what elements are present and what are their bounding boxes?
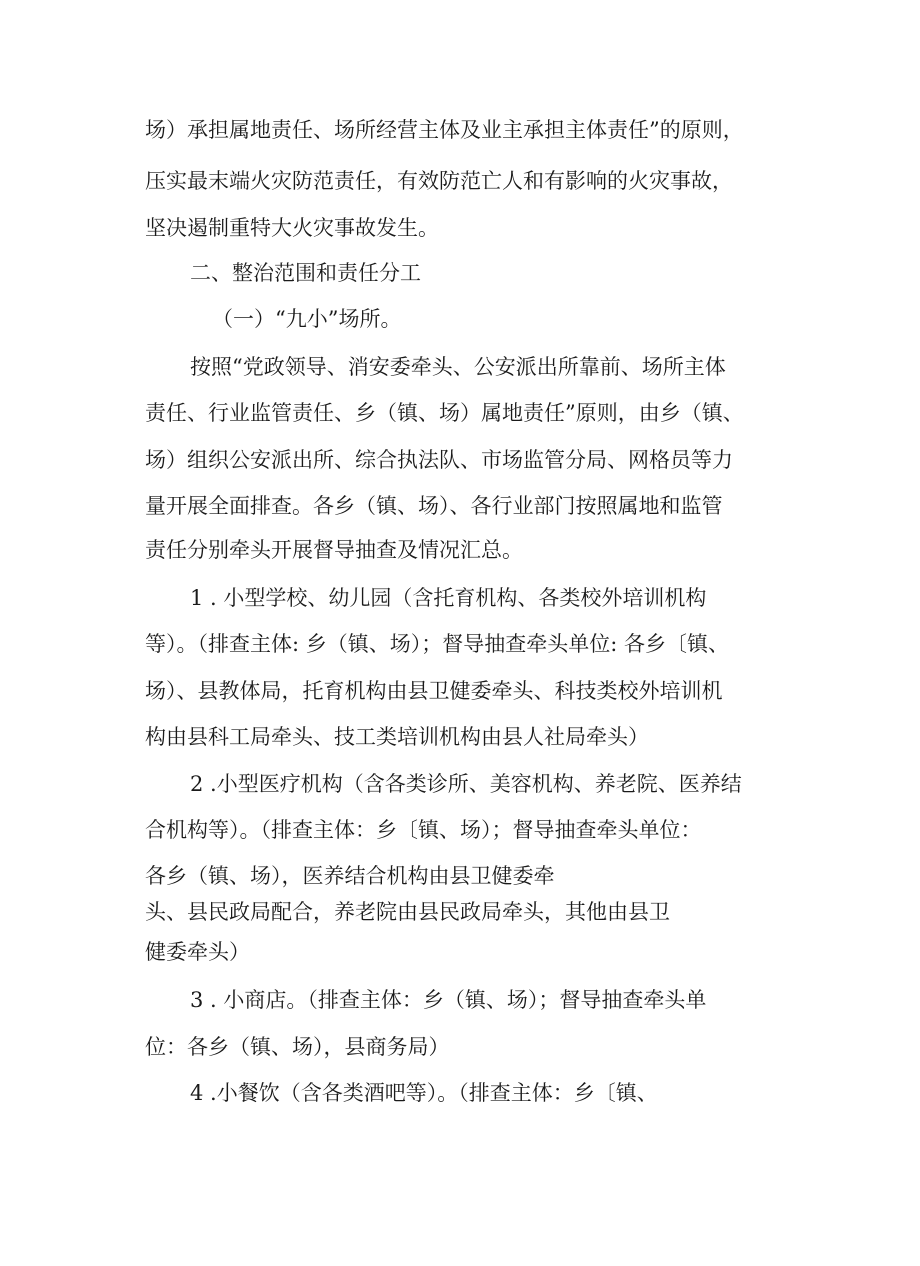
text-line: 各乡（镇、场），医养结合机构由县卫健委牵: [145, 864, 555, 888]
text-line: 场）承担属地责任、场所经营主体及业主承担主体责任”的原则，: [145, 118, 744, 142]
text-line: 责任、行业监管责任、乡（镇、场）属地责任”原则，由乡（镇、: [145, 401, 744, 425]
list-item: 1 . 小型学校、幼儿园（含托育机构、各类校外培训机构: [190, 586, 707, 610]
text-line: 合机构等）。（排查主体：乡〔镇、场）；督导抽查牵头单位：: [145, 818, 702, 842]
list-item: 2 .小型医疗机构（含各类诊所、美容机构、养老院、医养结: [190, 772, 742, 796]
text-line: 位：各乡（镇、场），县商务局）: [145, 1035, 450, 1059]
text-line: 场）、县教体局，托育机构由县卫健委牵头、科技类校外培训机: [145, 679, 723, 703]
text-line: 压实最末端火灾防范责任，有效防范亡人和有影响的火灾事故，: [145, 169, 733, 193]
text-line: 量开展全面排查。各乡（镇、场）、各行业部门按照属地和监管: [145, 494, 723, 518]
subsection-heading: （一）“九小”场所。: [212, 307, 402, 331]
text-line: 等）。（排查主体: 乡（镇、场）；督导抽查牵头单位: 各乡〔镇、: [145, 632, 729, 656]
section-heading: 二、整治范围和责任分工: [190, 261, 421, 285]
list-item: 4 .小餐饮（含各类酒吧等）。（排查主体：乡〔镇、: [190, 1081, 658, 1105]
text-line: 责任分别牵头开展督导抽查及情况汇总。: [145, 538, 523, 562]
text-line: 健委牵头）: [145, 940, 250, 964]
text-line: 场）组织公安派出所、综合执法队、市场监管分局、网格员等力: [145, 448, 733, 472]
text-line: 坚决遏制重特大火灾事故发生。: [145, 216, 439, 240]
text-line: 构由县科工局牵头、技工类培训机构由县人社局牵头）: [145, 725, 649, 749]
text-line: 按照“党政领导、消安委牵头、公安派出所靠前、场所主体: [190, 355, 726, 379]
text-line: 头、县民政局配合，养老院由县民政局牵头，其他由县卫: [145, 900, 670, 924]
list-item: 3 . 小商店。（排查主体：乡（镇、场）；督导抽查牵头单: [190, 988, 707, 1012]
